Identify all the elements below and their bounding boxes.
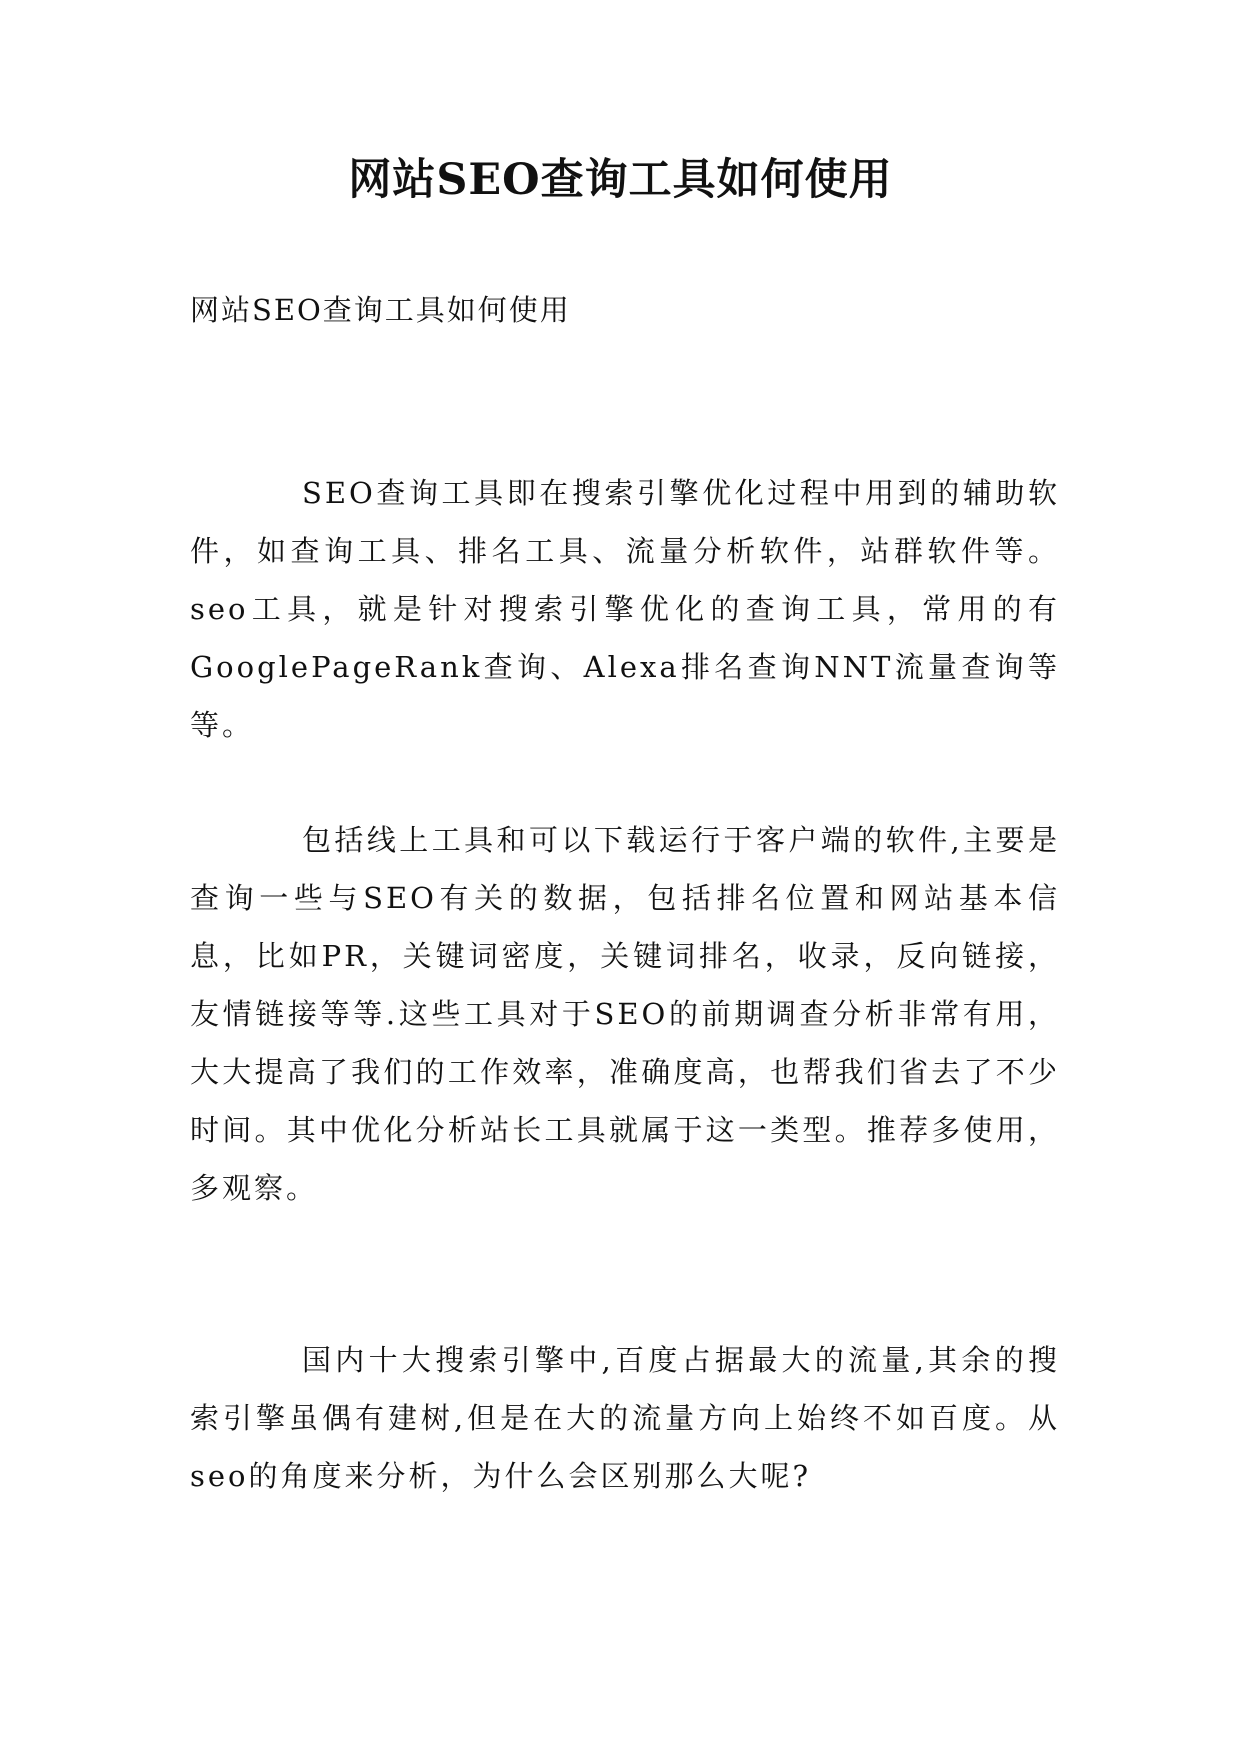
- document-title: 网站SEO查询工具如何使用: [348, 155, 893, 205]
- paragraph-search-engines: 国内十大搜索引擎中,百度占据最大的流量,其余的搜索引擎虽偶有建树,但是在大的流量方向上始终不如百度。从seo的角度来分析，为什么会区别那么大呢?: [190, 1343, 1060, 1493]
- paragraph-seo-tools-types: 包括线上工具和可以下载运行于客户端的软件,主要是查询一些与SEO有关的数据，包括排名位置和网站基本信息，比如PR，关键词密度，关键词排名，收录，反向链接，友情链接等等.这些工具对于SEO的前期调查分析非常有用，大大提高了我们的工作效率，准确度高，也帮我们省去了不少时间。其中优化分析站长工具就属于这一类型。推荐多使用，多观察。: [190, 823, 1060, 1205]
- paragraph-seo-tools-definition: SEO查询工具即在搜索引擎优化过程中用到的辅助软件，如查询工具、排名工具、流量分析软件，站群软件等。seo工具，就是针对搜索引擎优化的查询工具，常用的有GooglePageRank查询、Alexa排名查询NNT流量查询等等。: [190, 476, 1060, 742]
- document-subtitle: 网站SEO查询工具如何使用: [190, 293, 571, 327]
